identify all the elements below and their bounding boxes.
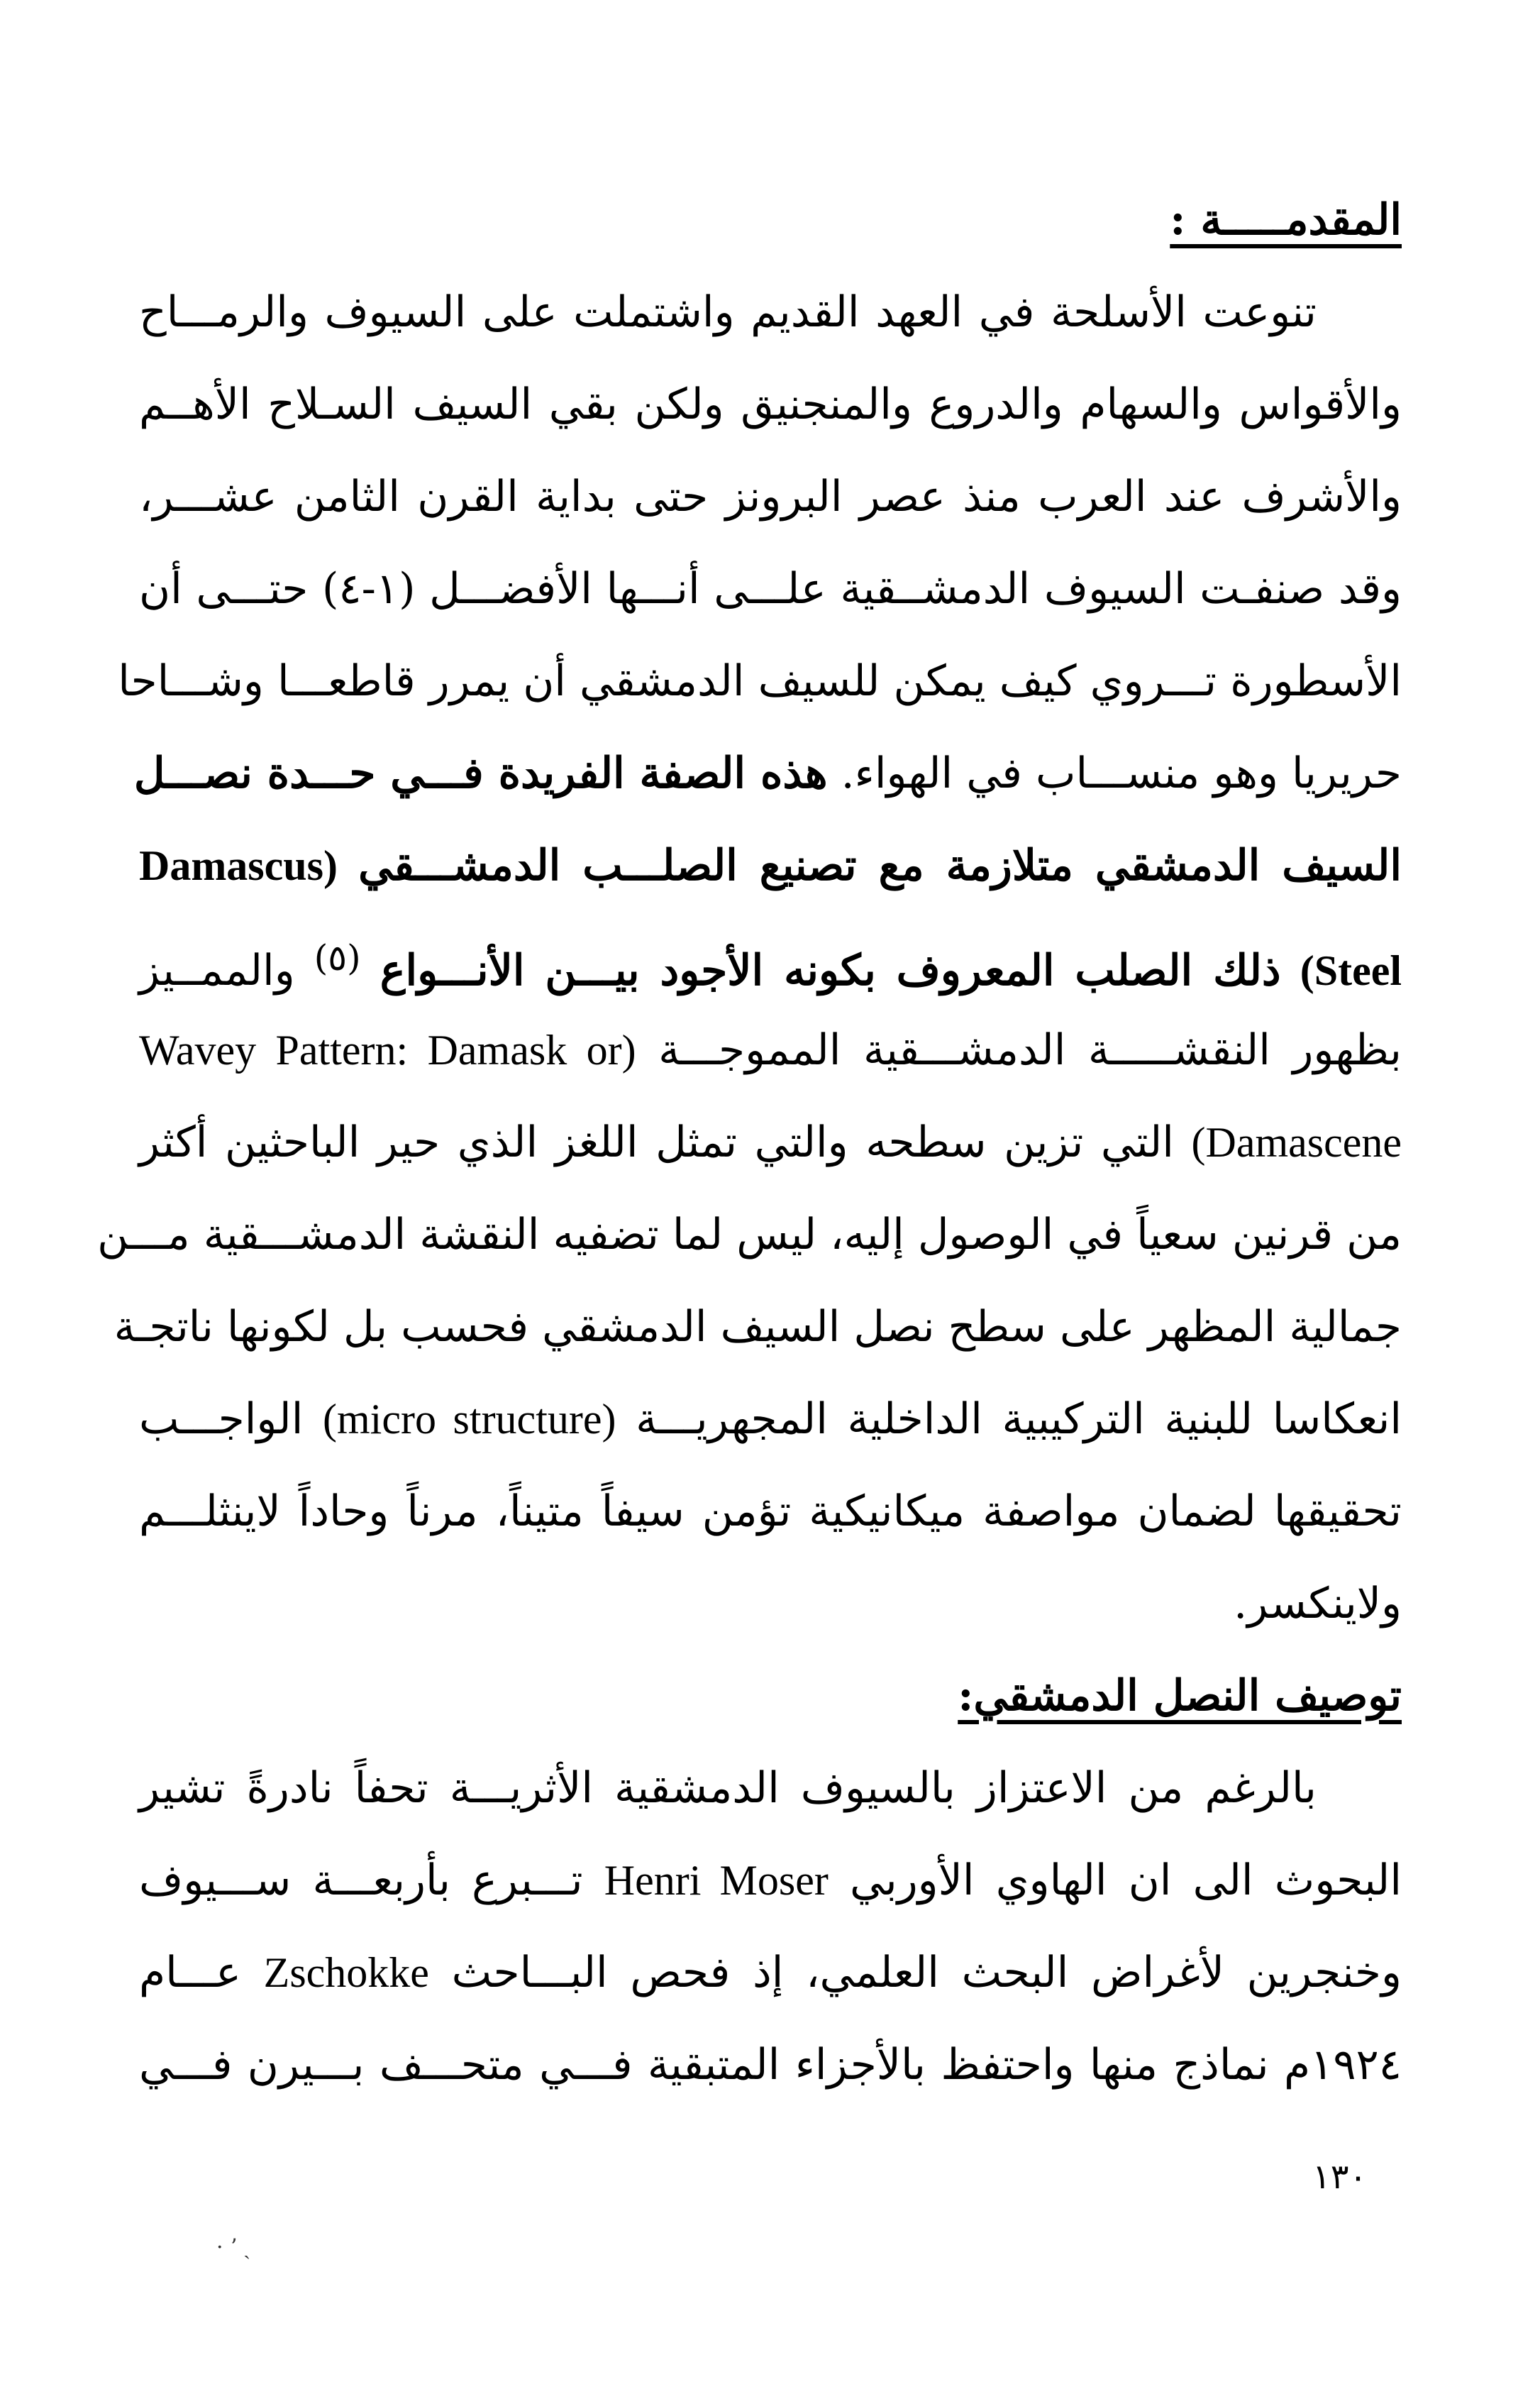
line6-normal: حريريا وهو منســـاب في الهواء. <box>841 749 1402 798</box>
text-line-19: ١٩٢٤م نماذج منها واحتفظ بالأجزاء المتبقية فـــي متحـــف بـــيرن فـــي <box>139 2040 1402 2090</box>
line13-end: الواجـــب <box>139 1394 304 1444</box>
line18-arabic: وخنجرين لأغراض البحث العلمي، إذ فحص البـــاحث <box>451 1948 1402 1997</box>
line8-end: والممــيز <box>139 946 295 996</box>
text-line-5: الأسطورة تـــروي كيف يمكن للسيف الدمشقي أن يمرر قاطعـــا وشـــاحا <box>118 656 1402 706</box>
line9-latin: (Wavey Pattern: Damask or <box>139 1027 636 1074</box>
line13-arabic: انعكاسا للبنية التركيبية الداخلية المجهريـــة <box>636 1394 1402 1444</box>
text-line-17 <box>139 1845 1402 1916</box>
reference-5: (٥) <box>314 937 361 978</box>
text-line-15: ولاينكسر. <box>1234 1579 1402 1628</box>
text-line-9 <box>139 1015 1402 1086</box>
text-line-8 <box>139 922 1402 1006</box>
text-line-13 <box>139 1384 1402 1455</box>
scan-specks: · ʼ ˏ <box>216 2235 251 2260</box>
text-line-11: من قرنين سعياً في الوصول إليه، ليس لما تضفيه النقشة الدمشـــقية مـــن <box>97 1210 1402 1259</box>
line13-latin: (micro structure) <box>323 1396 616 1443</box>
text-line-3: والأشرف عند العرب منذ عصر البرونز حتى بداية القرن الثامن عشـــر، <box>139 472 1402 522</box>
text-line-1: تنوعت الأسلحة في العهد القديم واشتملت على السيوف والرمـــاح <box>139 287 1317 337</box>
line17-latin: Henri Moser <box>604 1857 829 1904</box>
line8-bold: ذلك الصلب المعروف بكونه الأجود بيـــن الأنـــواع <box>380 946 1281 996</box>
line18-end: عـــام <box>139 1948 241 1997</box>
intro-heading: المقدمـــــة : <box>1170 195 1402 245</box>
line6-bold: هذه الصفة الفريدة فـــي حـــدة نصـــل <box>133 749 828 798</box>
text-line-10 <box>139 1107 1402 1178</box>
line8-latin: Steel) <box>1300 947 1402 994</box>
text-line-7 <box>139 830 1402 901</box>
line17-end: تـــبرع بأربعـــة ســـيوف <box>139 1856 583 1905</box>
line9-arabic: بظهور النقشـــــة الدمشـــقية المموجـــة <box>658 1025 1402 1075</box>
text-line-2: والأقواس والسهام والدروع والمنجنيق ولكن بقي السيف السـلاح الأهــم <box>139 380 1402 429</box>
text-line-14: تحقيقها لضمان مواصفة ميكانيكية تؤمن سيفاً متيناً، مرناً وحاداً لاينثلـــم <box>139 1487 1402 1536</box>
line10-arabic: التي تزين سطحه والتي تمثل اللغز الذي حير الباحثين أكثر <box>139 1118 1174 1167</box>
text-line-16: بالرغم من الاعتزاز بالسيوف الدمشقية الأثريـــة تحفاً نادرةً تشير <box>139 1763 1317 1813</box>
line7-latin: (Damascus <box>139 842 338 889</box>
text-line-12: جمالية المظهر على سطح نصل السيف الدمشقي فحسب بل لكونها ناتجـة <box>113 1302 1402 1352</box>
line7-bold: السيف الدمشقي متلازمة مع تصنيع الصلـــب الدمشـــقي <box>358 841 1402 891</box>
text-line-18 <box>139 1937 1402 2008</box>
page-number: ١٣٠ <box>1312 2157 1368 2197</box>
line17-arabic: البحوث الى ان الهاوي الأوربي <box>849 1856 1402 1905</box>
text-line-6 <box>133 738 1402 809</box>
line18-latin: Zschokke <box>263 1949 429 1996</box>
section-heading: توصيف النصل الدمشقي: <box>958 1671 1402 1721</box>
text-line-4: وقد صنفـت السيوف الدمشــقية علـــى أنـــها الأفضـــل (١-٤) حتـــى أن <box>139 564 1402 614</box>
line10-latin: Damascene) <box>1191 1119 1402 1166</box>
